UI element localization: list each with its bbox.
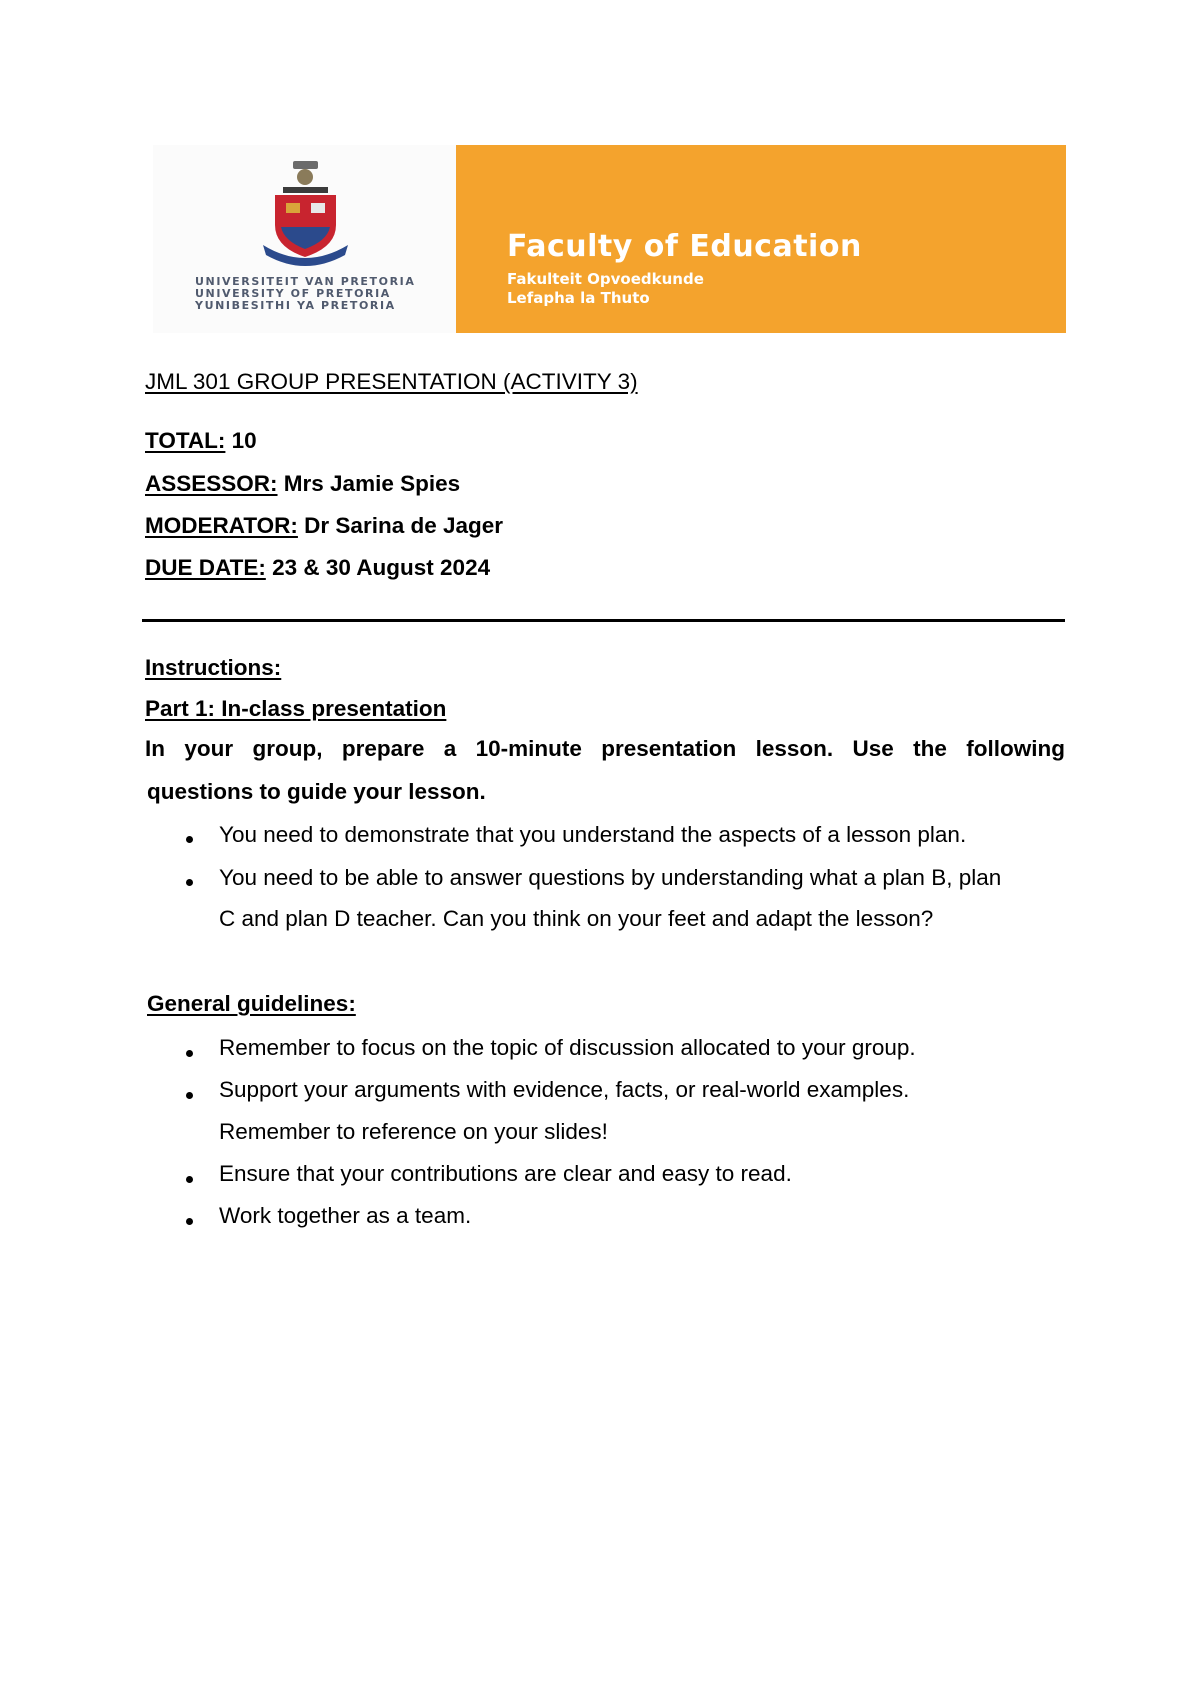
- assessor-label: ASSESSOR:: [145, 471, 278, 496]
- university-name-sepedi: YUNIBESITHI YA PRETORIA: [195, 299, 396, 312]
- document-title: JML 301 GROUP PRESENTATION (ACTIVITY 3): [145, 369, 638, 394]
- instruction-bullet-1: You need to demonstrate that you understand the aspects of a lesson plan.: [219, 822, 967, 847]
- part1-heading: Part 1: In-class presentation: [145, 696, 447, 721]
- bullet-icon: [186, 836, 193, 843]
- due-date-line: [145, 555, 490, 581]
- faculty-banner: [153, 145, 1066, 333]
- guideline-bullet-2-line2: Remember to reference on your slides!: [219, 1119, 608, 1144]
- bullet-icon: [186, 1050, 193, 1057]
- instruction-bullet-2-line2: C and plan D teacher. Can you think on your feet and adapt the lesson?: [219, 906, 934, 931]
- instructions-intro-line1: In your group, prepare a 10-minute presentation lesson. Use the following: [145, 736, 1065, 761]
- bullet-icon: [186, 1218, 193, 1225]
- total-label: TOTAL:: [145, 428, 226, 453]
- assessor-value: Mrs Jamie Spies: [277, 471, 461, 496]
- moderator-value: Dr Sarina de Jager: [297, 513, 504, 538]
- university-crest-icon: [253, 159, 358, 271]
- guidelines-heading: General guidelines:: [147, 991, 356, 1016]
- university-logo: [153, 145, 456, 333]
- faculty-title: Faculty of Education: [507, 229, 862, 264]
- faculty-subtitle-afrikaans: Fakulteit Opvoedkunde: [507, 270, 704, 288]
- due-date-value: 23 & 30 August 2024: [265, 555, 491, 580]
- guideline-bullet-4: Work together as a team.: [219, 1203, 472, 1228]
- moderator-label: MODERATOR:: [145, 513, 298, 538]
- instructions-heading: Instructions:: [145, 655, 282, 680]
- guideline-bullet-2-line1: Support your arguments with evidence, facts, or real-world examples.: [219, 1077, 910, 1102]
- university-name-afrikaans: UNIVERSITEIT VAN PRETORIA: [195, 275, 416, 288]
- divider: [142, 619, 1065, 622]
- bullet-icon: [186, 1176, 193, 1183]
- guideline-bullet-1: Remember to focus on the topic of discussion allocated to your group.: [219, 1035, 916, 1060]
- total-value: 10: [225, 428, 257, 453]
- university-name-english: UNIVERSITY OF PRETORIA: [195, 287, 391, 300]
- total-line: [145, 428, 257, 454]
- bullet-icon: [186, 1092, 193, 1099]
- instruction-bullet-2-line1: You need to be able to answer questions by understanding what a plan B, plan: [219, 865, 1002, 890]
- faculty-subtitle-sepedi: Lefapha la Thuto: [507, 289, 650, 307]
- guideline-bullet-3: Ensure that your contributions are clear and easy to read.: [219, 1161, 792, 1186]
- moderator-line: [145, 513, 503, 539]
- bullet-icon: [186, 879, 193, 886]
- assessor-line: [145, 471, 460, 497]
- faculty-panel: [456, 145, 1066, 333]
- due-date-label: DUE DATE:: [145, 555, 266, 580]
- instructions-intro-line2: questions to guide your lesson.: [147, 779, 486, 804]
